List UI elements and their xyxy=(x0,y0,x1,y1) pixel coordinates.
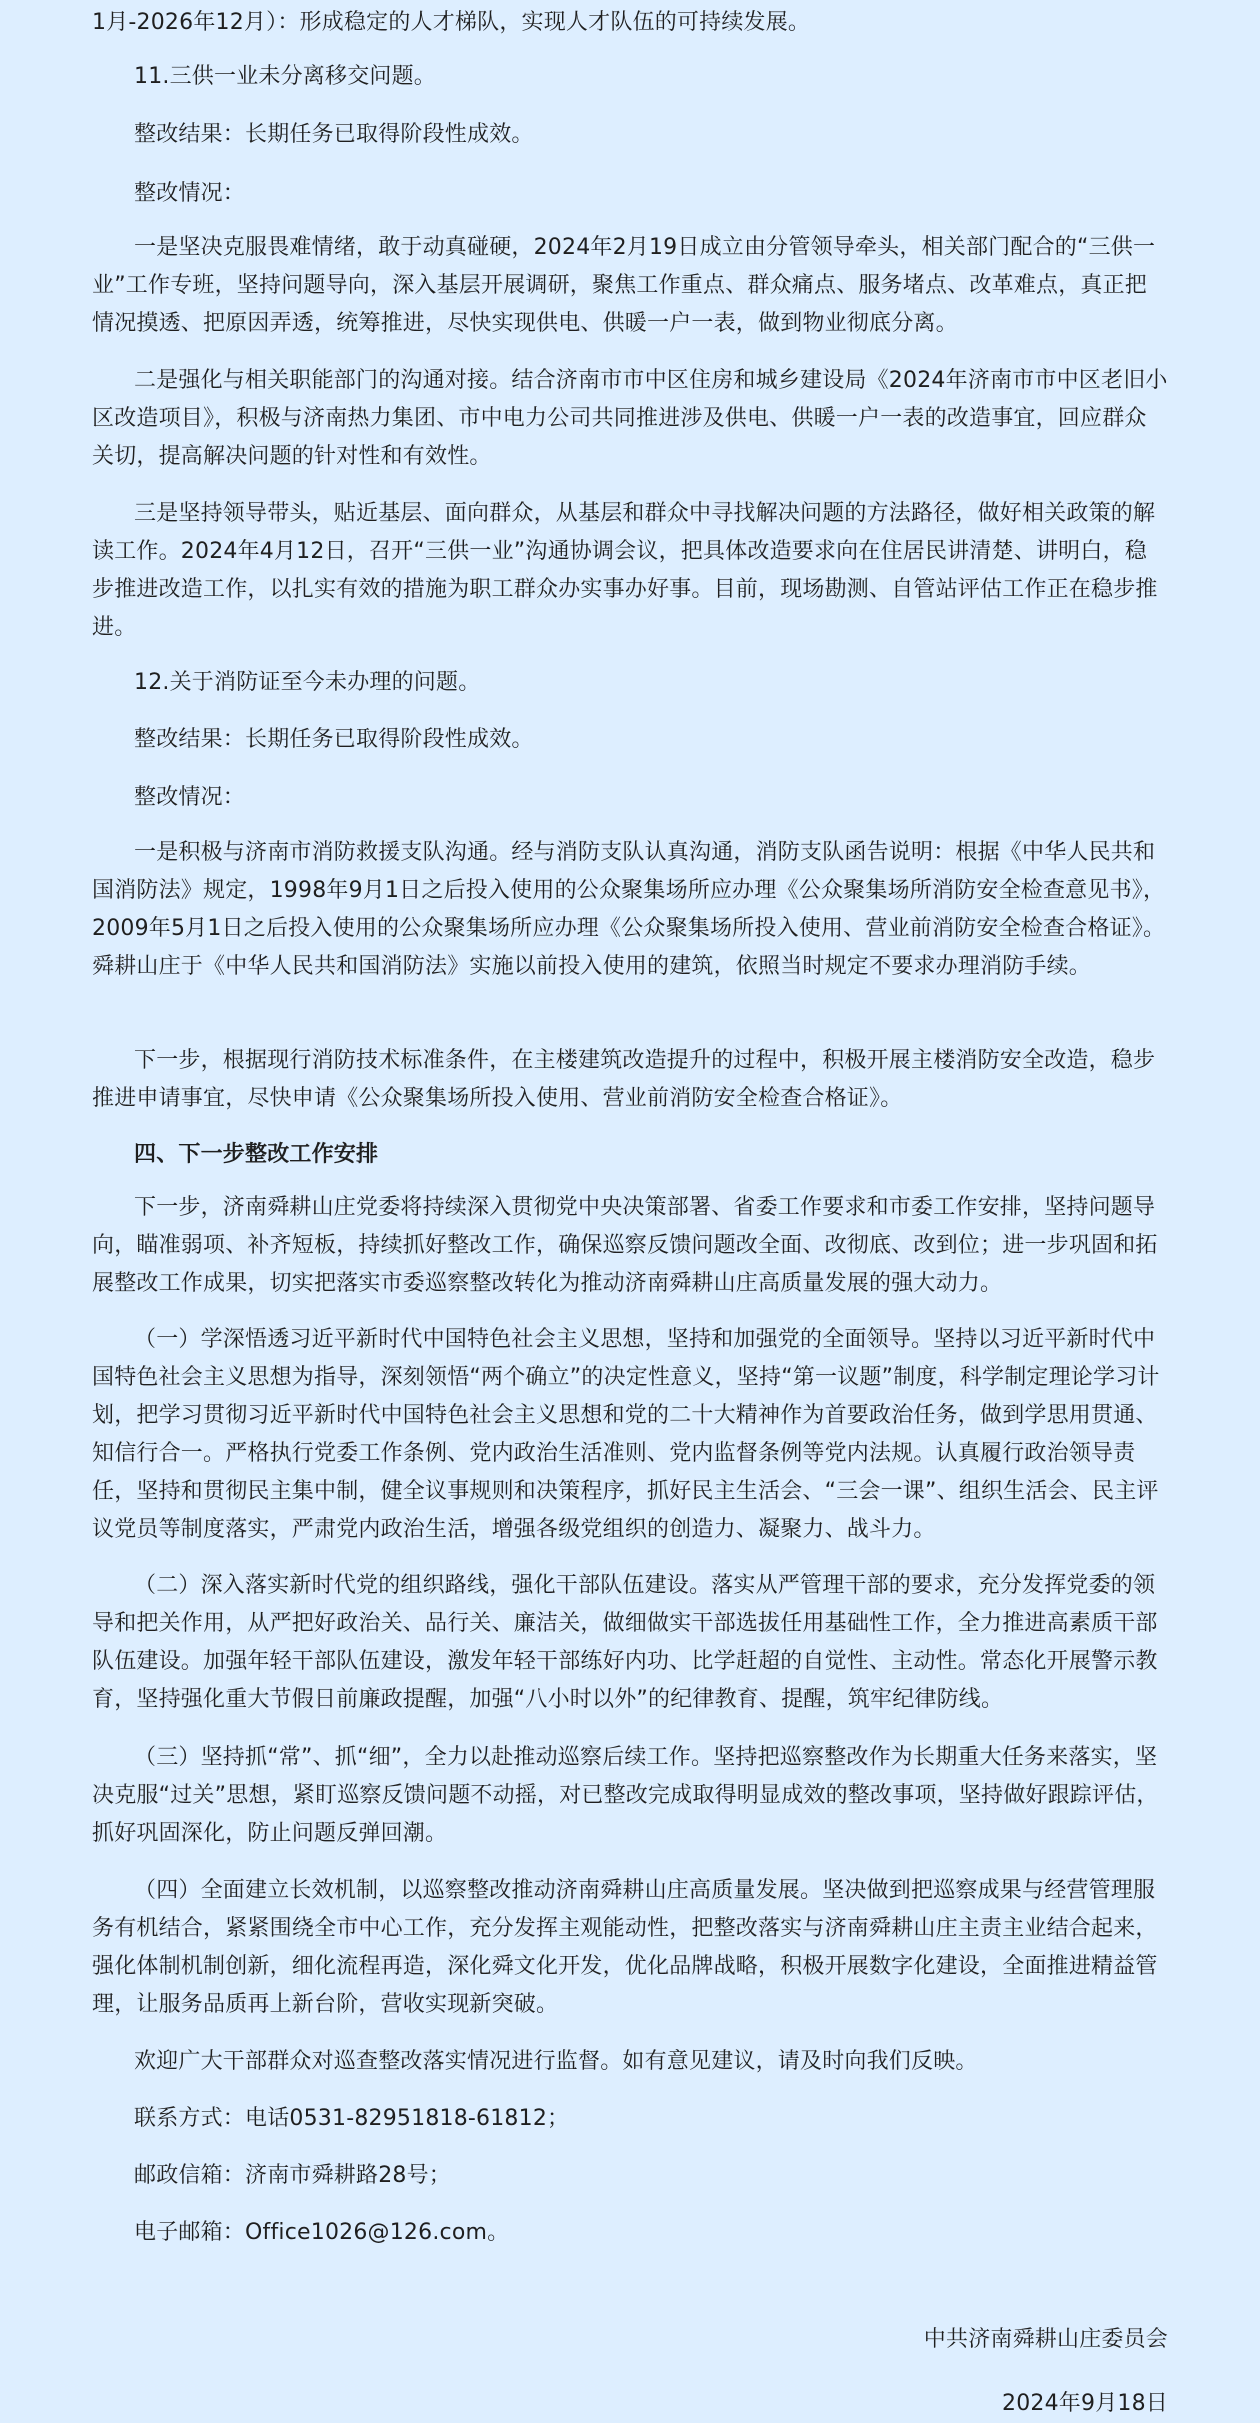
contact-email: 电子邮箱：Office1026@126.com。 xyxy=(134,2220,510,2245)
signature-organization: 中共济南舜耕山庄委员会 xyxy=(923,2327,1168,2352)
section-heading-next-steps: 四、下一步整改工作安排 xyxy=(134,1142,379,1167)
item-12-measure-1: 一是积极与济南市消防救援支队沟通。经与消防支队认真沟通，消防支队函告说明：根据《中华人民共和国消防法》规定，1998年9月1日之后投入使用的公众聚集场所应办理《公众聚集场所消防安全检查意见书》，2009年5月1日之后投入使用的公众聚集场所应办理《公众聚集场所投入使用、营业前消防安全检查合格证》。舜耕山庄于《中华人民共和国消防法》实施以前投入使用的建筑，依照当时规定不要求办理消防手续。 xyxy=(92,840,1166,979)
item-11-measure-2: 二是强化与相关职能部门的沟通对接。结合济南市市中区住房和城乡建设局《2024年济南市市中区老旧小区改造项目》，积极与济南热力集团、市中电力公司共同推进涉及供电、供暖一户一表的改造事宜，回应群众关切，提高解决问题的针对性和有效性。 xyxy=(92,368,1168,469)
feedback-invitation: 欢迎广大干部群众对巡查整改落实情况进行监督。如有意见建议，请及时向我们反映。 xyxy=(134,2049,978,2074)
next-steps-item-1: （一）学深悟透习近平新时代中国特色社会主义思想，坚持和加强党的全面领导。坚持以习近平新时代中国特色社会主义思想为指导，深刻领悟“两个确立”的决定性意义，坚持“第一议题”制度，科学制定理论学习计划，把学习贯彻习近平新时代中国特色社会主义思想和党的二十大精神作为首要政治任务，做到学思用贯通、知信行合一。严格执行党委工作条例、党内政治生活准则、党内监督条例等党内法规。认真履行政治领导责任，坚持和贯彻民主集中制，健全议事规则和决策程序，抓好民主生活会、“三会一课”、组织生活会、民主评议党员等制度落实，严肃党内政治生活，增强各级党组织的创造力、凝聚力、战斗力。 xyxy=(92,1327,1160,1542)
paragraph-continuation: 1月-2026年12月）：形成稳定的人才梯队，实现人才队伍的可持续发展。 xyxy=(92,10,811,35)
contact-phone: 联系方式：电话0531-82951818-61812； xyxy=(134,2106,570,2131)
item-11-result: 整改结果：长期任务已取得阶段性成效。 xyxy=(134,122,534,147)
next-steps-item-2: （二）深入落实新时代党的组织路线，强化干部队伍建设。落实从严管理干部的要求，充分发挥党委的领导和把关作用，从严把好政治关、品行关、廉洁关，做细做实干部选拔任用基础性工作，全力推进高素质干部队伍建设。加强年轻干部队伍建设，激发年轻干部练好内功、比学赶超的自觉性、主动性。常态化开展警示教育，坚持强化重大节假日前廉政提醒，加强“八小时以外”的纪律教育、提醒，筑牢纪律防线。 xyxy=(92,1573,1158,1712)
item-12-result: 整改结果：长期任务已取得阶段性成效。 xyxy=(134,727,534,752)
item-12-next-step: 下一步，根据现行消防技术标准条件，在主楼建筑改造提升的过程中，积极开展主楼消防安全改造，稳步推进申请事宜，尽快申请《公众聚集场所投入使用、营业前消防安全检查合格证》。 xyxy=(92,1048,1156,1111)
contact-mailbox: 邮政信箱：济南市舜耕路28号； xyxy=(134,2163,451,2188)
next-steps-item-4: （四）全面建立长效机制，以巡察整改推动济南舜耕山庄高质量发展。坚决做到把巡察成果与经营管理服务有机结合，紧紧围绕全市中心工作，充分发挥主观能动性，把整改落实与济南舜耕山庄主责主业结合起来，强化体制机制创新，细化流程再造，深化舜文化开发，优化品牌战略，积极开展数字化建设，全面推进精益管理，让服务品质再上新台阶，营收实现新突破。 xyxy=(92,1878,1158,2017)
item-11-title: 11.三供一业未分离移交问题。 xyxy=(134,64,436,89)
item-12-status-label: 整改情况： xyxy=(134,785,246,810)
item-11-measure-1: 一是坚决克服畏难情绪，敢于动真碰硬，2024年2月19日成立由分管领导牵头，相关部门配合的“三供一业”工作专班，坚持问题导向，深入基层开展调研，聚焦工作重点、群众痛点、服务堵点、改革难点，真正把情况摸透、把原因弄透，统筹推进，尽快实现供电、供暖一户一表，做到物业彻底分离。 xyxy=(92,235,1156,336)
item-11-measure-3: 三是坚持领导带头，贴近基层、面向群众，从基层和群众中寻找解决问题的方法路径，做好相关政策的解读工作。2024年4月12日，召开“三供一业”沟通协调会议，把具体改造要求向在住居民讲清楚、讲明白，稳步推进改造工作，以扎实有效的措施为职工群众办实事办好事。目前，现场勘测、自管站评估工作正在稳步推进。 xyxy=(92,501,1158,640)
item-11-status-label: 整改情况： xyxy=(134,181,246,206)
next-steps-item-3: （三）坚持抓“常”、抓“细”，全力以赴推动巡察后续工作。坚持把巡察整改作为长期重大任务来落实，坚决克服“过关”思想，紧盯巡察反馈问题不动摇，对已整改完成取得明显成效的整改事项，坚持做好跟踪评估，抓好巩固深化，防止问题反弹回潮。 xyxy=(92,1745,1159,1846)
item-12-title: 12.关于消防证至今未办理的问题。 xyxy=(134,670,481,695)
next-steps-intro: 下一步，济南舜耕山庄党委将持续深入贯彻党中央决策部署、省委工作要求和市委工作安排，坚持问题导向，瞄准弱项、补齐短板，持续抓好整改工作，确保巡察反馈问题改全面、改彻底、改到位；进一步巩固和拓展整改工作成果，切实把落实市委巡察整改转化为推动济南舜耕山庄高质量发展的强大动力。 xyxy=(92,1195,1158,1296)
signature-date: 2024年9月18日 xyxy=(1002,2391,1168,2416)
